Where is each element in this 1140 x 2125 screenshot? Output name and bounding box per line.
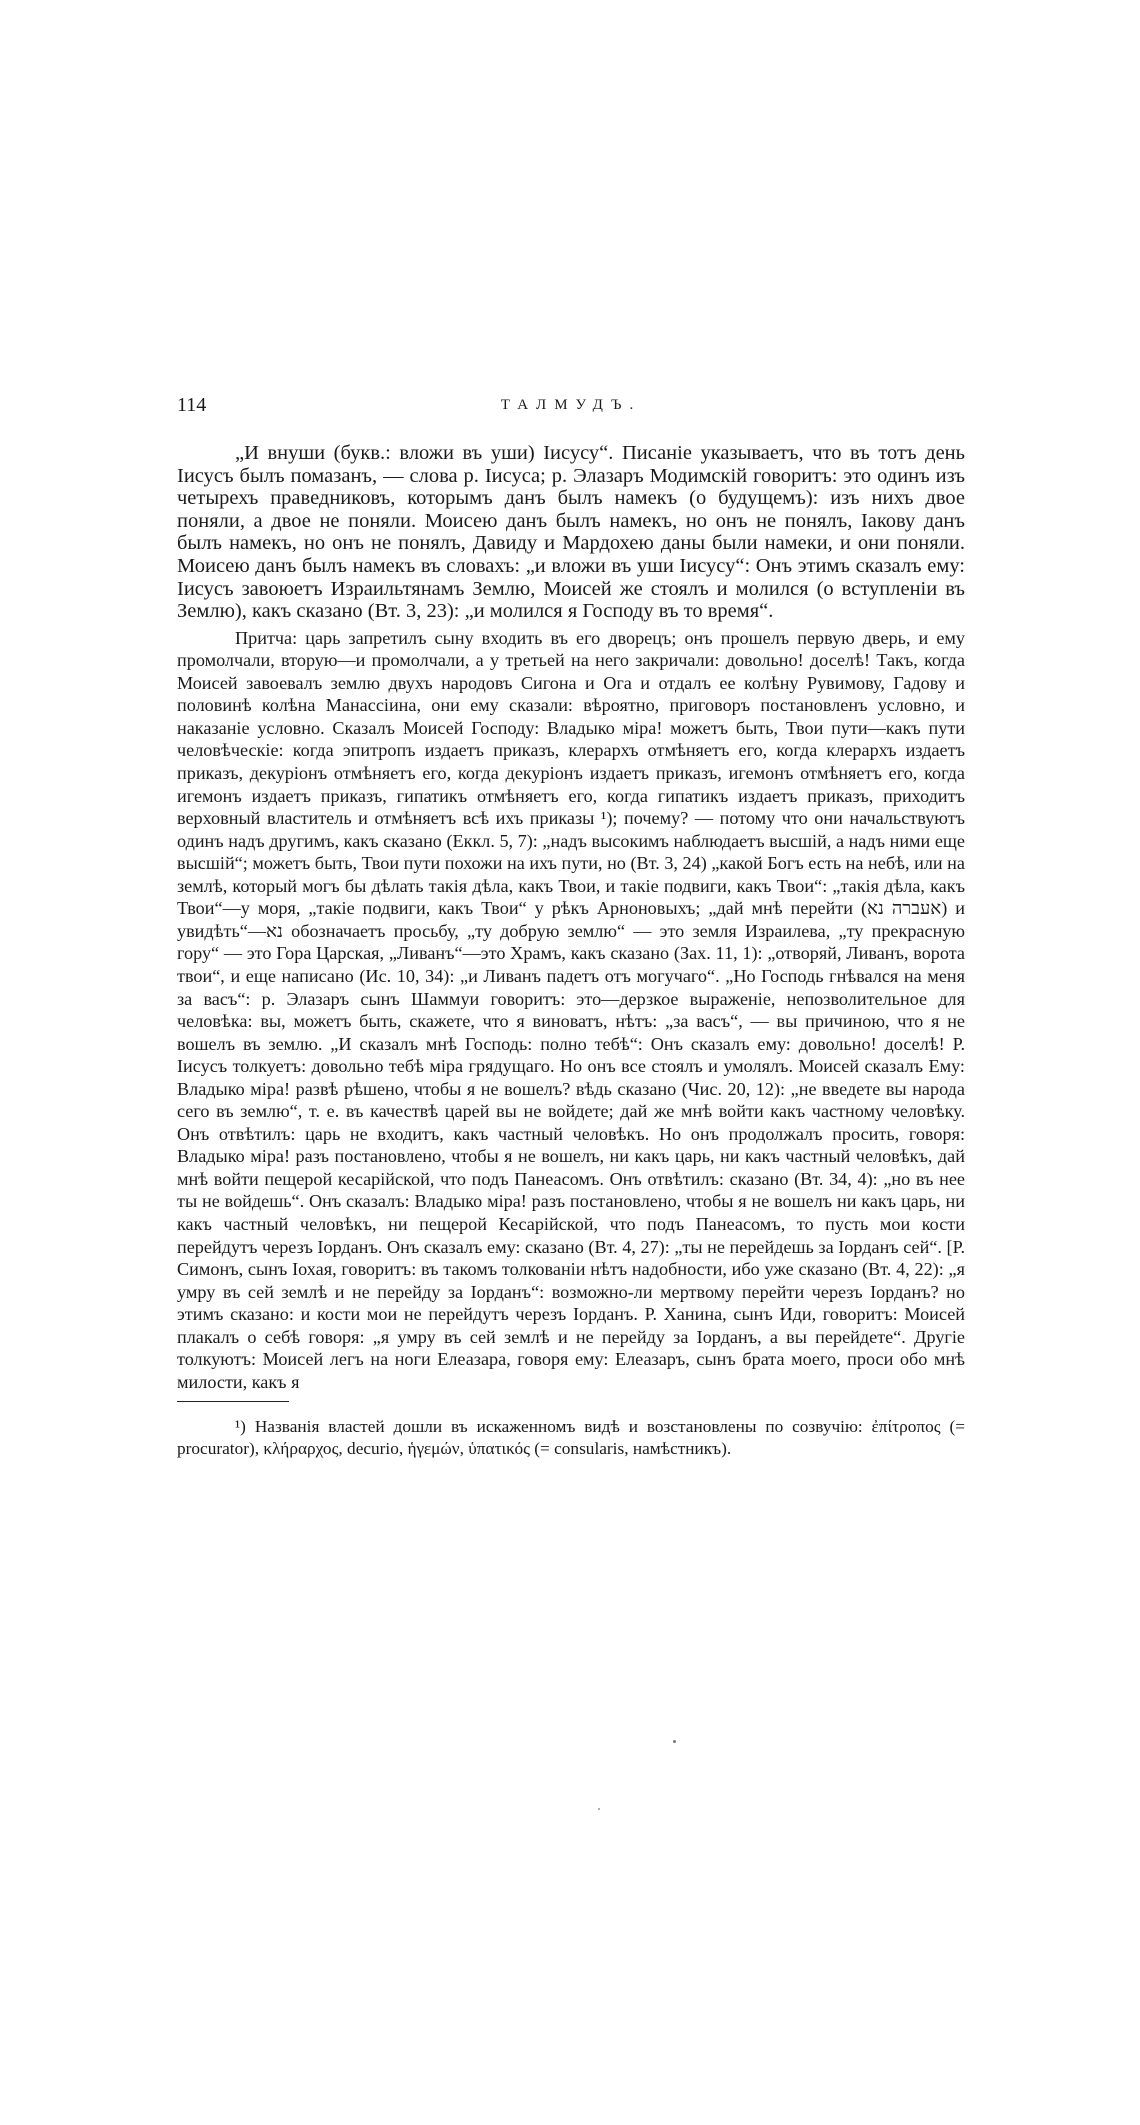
footnote: ¹) Названія властей дошли въ искаженномъ видѣ и возстановлены по созвучію: ἐπίτροπος (= procurator), κλήραρχος, decurio, ἡγεμών, ὑπατικός (= consularis, намѣстникъ).: [177, 1417, 965, 1459]
footnote-rule: [177, 1401, 289, 1402]
page-dot-mark: [673, 1740, 676, 1743]
scan-speck-mark: [598, 1808, 600, 1810]
page-content: [177, 392, 965, 1460]
body-paragraph-2: Притча: царь запретилъ сыну входить въ его дворецъ; онъ прошелъ первую дверь, и ему промолчали, вторую—и промолчали, а у третьей на него закричали: довольно! доселѣ! Такъ, когда Моисей завоевалъ землю двухъ народовъ Сигона и Ога и отдалъ ее колѣну Рувимову, Гадову и половинѣ колѣна Манассіина, они ему сказали: вѣроятно, приговоръ постановленъ условно, и наказаніе условно. Сказалъ Моисей Господу: Владыко міра! можетъ быть, Твои пути—какъ пути человѣческіе: когда эпитропъ издаетъ приказъ, клерархъ отмѣняетъ его, когда клерархъ издаетъ приказъ, декуріонъ отмѣняетъ его, когда декуріонъ издаетъ приказъ, игемонъ отмѣняетъ его, когда игемонъ издаетъ приказъ, гипатикъ отмѣняетъ его, когда гипатикъ издаетъ приказъ, приходитъ верховный властитель и отмѣняетъ всѣ ихъ приказы ¹); почему? — потому что они начальствуютъ одинъ надъ другимъ, какъ сказано (Еккл. 5, 7): „надъ высокимъ наблюдаетъ высшій, а надъ ними еще высшій“; можетъ быть, Твои пути похожи на ихъ пути, но (Вт. 3, 24) „какой Богъ есть на небѣ, или на землѣ, который могъ бы дѣлать такія дѣла, какъ Твои, и такіе подвиги, какъ Твои“: „такія дѣла, какъ Твои“—у моря, „такіе подвиги, какъ Твои“ у рѣкъ Арноновыхъ; „дай мнѣ перейти (אעברה נא) и увидѣть“—נא обозначаетъ просьбу, „ту добрую землю“ — это земля Израилева, „ту прекрасную гору“ — это Гора Царская, „Ливанъ“—это Храмъ, какъ сказано (Зах. 11, 1): „отворяй, Ливанъ, ворота твои“, и еще написано (Ис. 10, 34): „и Ливанъ падетъ отъ могучаго“. „Но Господь гнѣвался на меня за васъ“: р. Элазаръ сынъ Шаммуи говоритъ: это—дерзкое выраженіе, непозволительное для человѣка: вы, можетъ быть, скажете, что я виноватъ, нѣтъ: „за васъ“, — вы причиною, что я не вошелъ въ землю. „И сказалъ мнѣ Господь: полно тебѣ“: Онъ сказалъ ему: довольно! доселѣ! Р. Іисусъ толкуетъ: довольно тебѣ міра грядущаго. Но онъ все стоялъ и умолялъ. Моисей сказалъ Ему: Владыко міра! развѣ рѣшено, чтобы я не вошелъ? вѣдь сказано (Чис. 20, 12): „не введете вы народа сего въ землю“, т. е. въ качествѣ царей вы не войдете; дай же мнѣ войти какъ частному человѣку. Онъ отвѣтилъ: царь не входитъ, какъ частный человѣкъ. Но онъ продолжалъ просить, говоря: Владыко міра! разъ постановлено, чтобы я не вошелъ, ни какъ царь, ни какъ частный человѣкъ, дай мнѣ войти пещерой кесарійской, что подъ Панеасомъ. Онъ отвѣтилъ: сказано (Вт. 34, 4): „но въ нее ты не войдешь“. Онъ сказалъ: Владыко міра! разъ постановлено, чтобы я не вошелъ ни какъ царь, ни какъ частный человѣкъ, ни пещерой Кесарійской, что подъ Панеасомъ, то пусть мои кости перейдутъ черезъ Іорданъ. Онъ сказалъ ему: сказано (Вт. 4, 27): „ты не перейдешь за Іорданъ сей“. [Р. Симонъ, сынъ Іохая, говоритъ: въ такомъ толкованіи нѣтъ надобности, ибо уже сказано (Вт. 4, 22): „я умру въ сей землѣ и не перейду за Іорданъ“: возможно-ли мертвому перейти черезъ Іорданъ? но этимъ сказано: и кости мои не перейдутъ черезъ Іорданъ. Р. Ханина, сынъ Иди, говоритъ: Моисей плакалъ о себѣ говоря: „я умру въ сей землѣ и не перейду за Іорданъ, а вы перейдете“. Другіе толкуютъ: Моисей легъ на ноги Елеазара, говоря ему: Елеазаръ, сынъ брата моего, проси обо мнѣ милости, какъ я: [177, 627, 965, 1392]
page-number: 114: [177, 394, 207, 416]
body-paragraph-1: „И внуши (букв.: вложи въ уши) Іисусу“. Писаніе указываетъ, что въ тотъ день Іисусъ былъ помазанъ, — слова р. Іисуса; р. Элазаръ Модимскій говоритъ: это одинъ изъ четырехъ праведниковъ, которымъ данъ былъ намекъ (о будущемъ): изъ нихъ двое поняли, а двое не поняли. Моисею данъ былъ намекъ, но онъ не понялъ, Іакову данъ былъ намекъ, но онъ не понялъ, Давиду и Мардохею даны были намеки, и они поняли. Моисею данъ былъ намекъ въ словахъ: „и вложи въ уши Іисусу“: Онъ этимъ сказалъ ему: Іисусъ завоюетъ Израильтянамъ Землю, Моисей же стоялъ и молился (о вступленіи въ Землю), какъ сказано (Вт. 3, 23): „и молился я Господу въ то время“.: [177, 442, 965, 623]
running-title: ТАЛМУДЪ.: [500, 397, 642, 413]
running-head: [177, 392, 965, 422]
